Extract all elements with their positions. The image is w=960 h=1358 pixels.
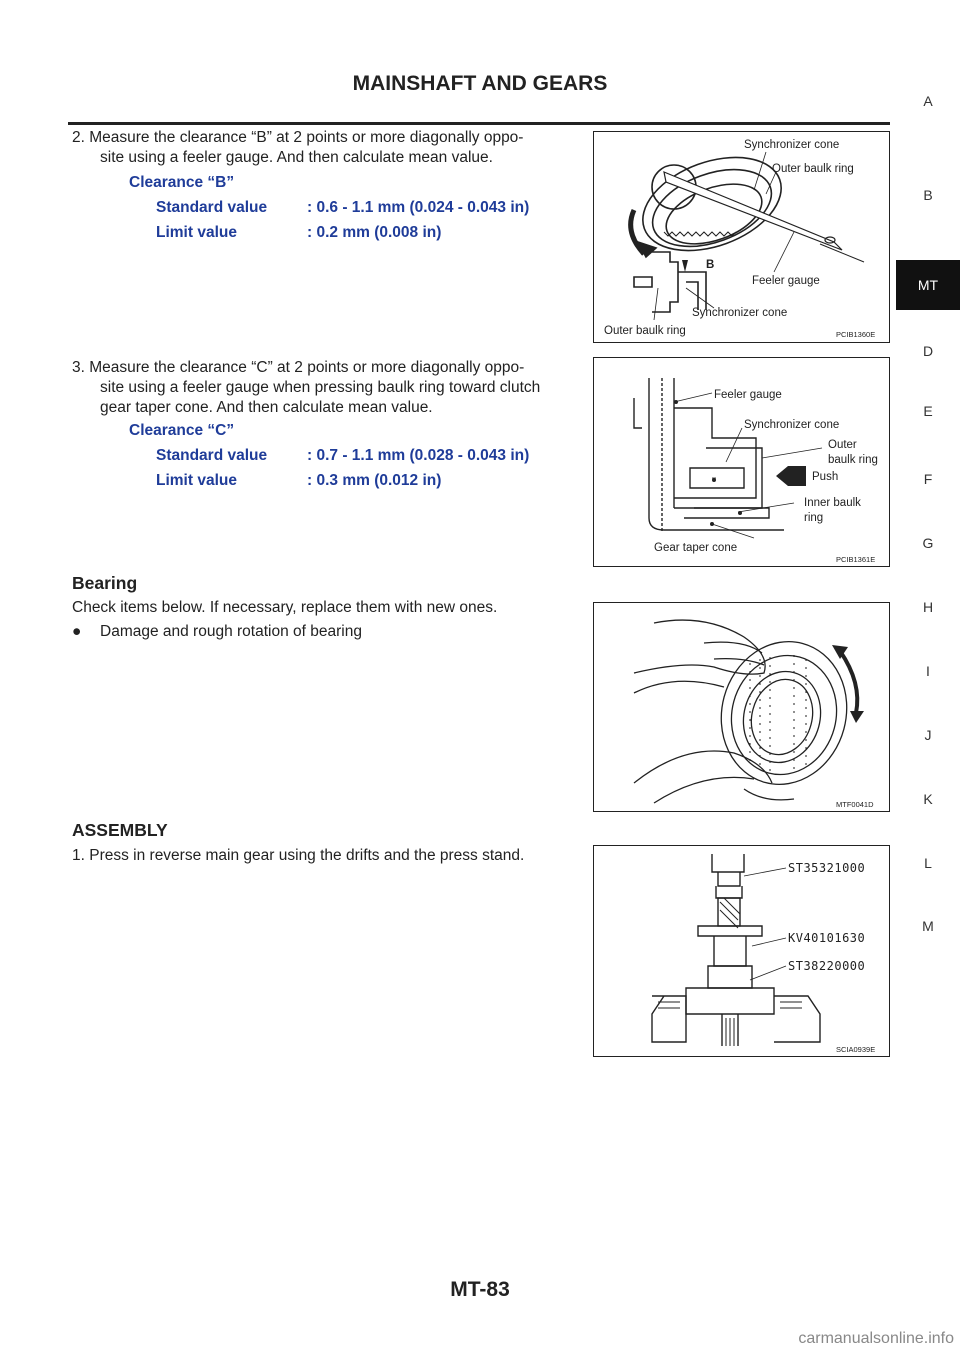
bearing-bullet: Damage and rough rotation of bearing bbox=[100, 623, 362, 640]
sidebar-item-i[interactable]: I bbox=[926, 663, 930, 679]
clearance-b-standard-label: Standard value bbox=[156, 199, 268, 216]
figure1-label-synchronizer-cone-bottom: Synchronizer cone bbox=[692, 307, 788, 319]
clearance-c-limit-value: : 0.3 mm (0.012 in) bbox=[307, 472, 442, 489]
clearance-b-limit-value: : 0.2 mm (0.008 in) bbox=[307, 224, 442, 241]
figure4-label-tool3: ST38220000 bbox=[788, 959, 866, 973]
figure2-label-inner-2: ring bbox=[804, 512, 824, 524]
sidebar-item-h[interactable]: H bbox=[922, 599, 934, 615]
step3-line1: 3. Measure the clearance “C” at 2 points or more diagonally oppo- bbox=[72, 359, 525, 376]
bullet-icon: ● bbox=[72, 623, 82, 640]
bearing-intro: Check items below. If necessary, replace them with new ones. bbox=[72, 599, 498, 616]
assembly-heading: ASSEMBLY bbox=[72, 820, 168, 840]
figure4-code: SCIA0939E bbox=[836, 1045, 876, 1054]
figure3-code: MTF0041D bbox=[836, 800, 874, 809]
figure2-label-gear-taper-cone: Gear taper cone bbox=[654, 542, 738, 554]
sidebar-item-g[interactable]: G bbox=[922, 535, 934, 551]
figure2-label-synchronizer-cone: Synchronizer cone bbox=[744, 419, 840, 431]
sidebar-item-mt[interactable]: MT bbox=[896, 260, 960, 310]
figure1-label-feeler-gauge: Feeler gauge bbox=[752, 275, 820, 287]
header-rule bbox=[68, 122, 890, 125]
step2-line1: 2. Measure the clearance “B” at 2 points or more diagonally oppo- bbox=[72, 129, 524, 146]
sidebar-item-b[interactable]: B bbox=[923, 187, 933, 203]
figure2-label-outer-2: baulk ring bbox=[828, 454, 878, 466]
figure1-label-synchronizer-cone-top: Synchronizer cone bbox=[744, 139, 840, 151]
sidebar-item-a[interactable]: A bbox=[923, 93, 933, 109]
figure-press-reverse-gear bbox=[593, 845, 890, 1057]
bearing-heading: Bearing bbox=[72, 573, 138, 593]
sidebar-item-l[interactable]: L bbox=[924, 855, 932, 871]
figure2-label-feeler-gauge: Feeler gauge bbox=[714, 389, 782, 401]
clearance-b-standard-value: : 0.6 - 1.1 mm (0.024 - 0.043 in) bbox=[307, 199, 530, 216]
watermark: carmanualsonline.info bbox=[798, 1330, 954, 1347]
page-title: MAINSHAFT AND GEARS bbox=[352, 72, 608, 95]
page-number: MT-83 bbox=[450, 1278, 510, 1301]
clearance-c-standard-value: : 0.7 - 1.1 mm (0.028 - 0.043 in) bbox=[307, 447, 530, 464]
figure1-label-outer-baulk-ring-top: Outer baulk ring bbox=[772, 163, 854, 175]
figure-synchronizer-clearance-c bbox=[593, 357, 890, 567]
sidebar-item-j[interactable]: J bbox=[924, 727, 932, 743]
step3-line3: gear taper cone. And then calculate mean value. bbox=[100, 399, 433, 416]
figure2-label-outer-1: Outer bbox=[828, 439, 857, 451]
figure-bearing-check bbox=[593, 602, 890, 812]
clearance-c-limit-label: Limit value bbox=[156, 472, 237, 489]
clearance-c-standard-label: Standard value bbox=[156, 447, 268, 464]
figure1-b-mark: B bbox=[706, 259, 715, 271]
step2-line2: site using a feeler gauge. And then calculate mean value. bbox=[100, 149, 493, 166]
figure2-code: PCIB1361E bbox=[836, 555, 876, 564]
sidebar-item-k[interactable]: K bbox=[923, 791, 933, 807]
sidebar-item-f[interactable]: F bbox=[923, 471, 933, 487]
figure-synchronizer-clearance-b bbox=[593, 131, 890, 343]
sidebar-item-d[interactable]: D bbox=[922, 343, 934, 359]
figure4-label-tool2: KV40101630 bbox=[788, 931, 866, 945]
assembly-step1: 1. Press in reverse main gear using the drifts and the press stand. bbox=[72, 847, 525, 864]
clearance-b-limit-label: Limit value bbox=[156, 224, 237, 241]
clearance-c-title: Clearance “C” bbox=[129, 422, 235, 439]
figure1-label-outer-baulk-ring-bottom: Outer baulk ring bbox=[604, 325, 686, 337]
step3-line2: site using a feeler gauge when pressing baulk ring toward clutch bbox=[100, 379, 541, 396]
clearance-b-title: Clearance “B” bbox=[129, 174, 235, 191]
figure2-label-inner-1: Inner baulk bbox=[804, 497, 861, 509]
figure4-label-tool1: ST35321000 bbox=[788, 861, 866, 875]
figure1-code: PCIB1360E bbox=[836, 330, 876, 339]
sidebar-item-m[interactable]: M bbox=[922, 918, 934, 934]
sidebar-item-e[interactable]: E bbox=[923, 403, 933, 419]
figure2-label-push: Push bbox=[812, 471, 839, 483]
